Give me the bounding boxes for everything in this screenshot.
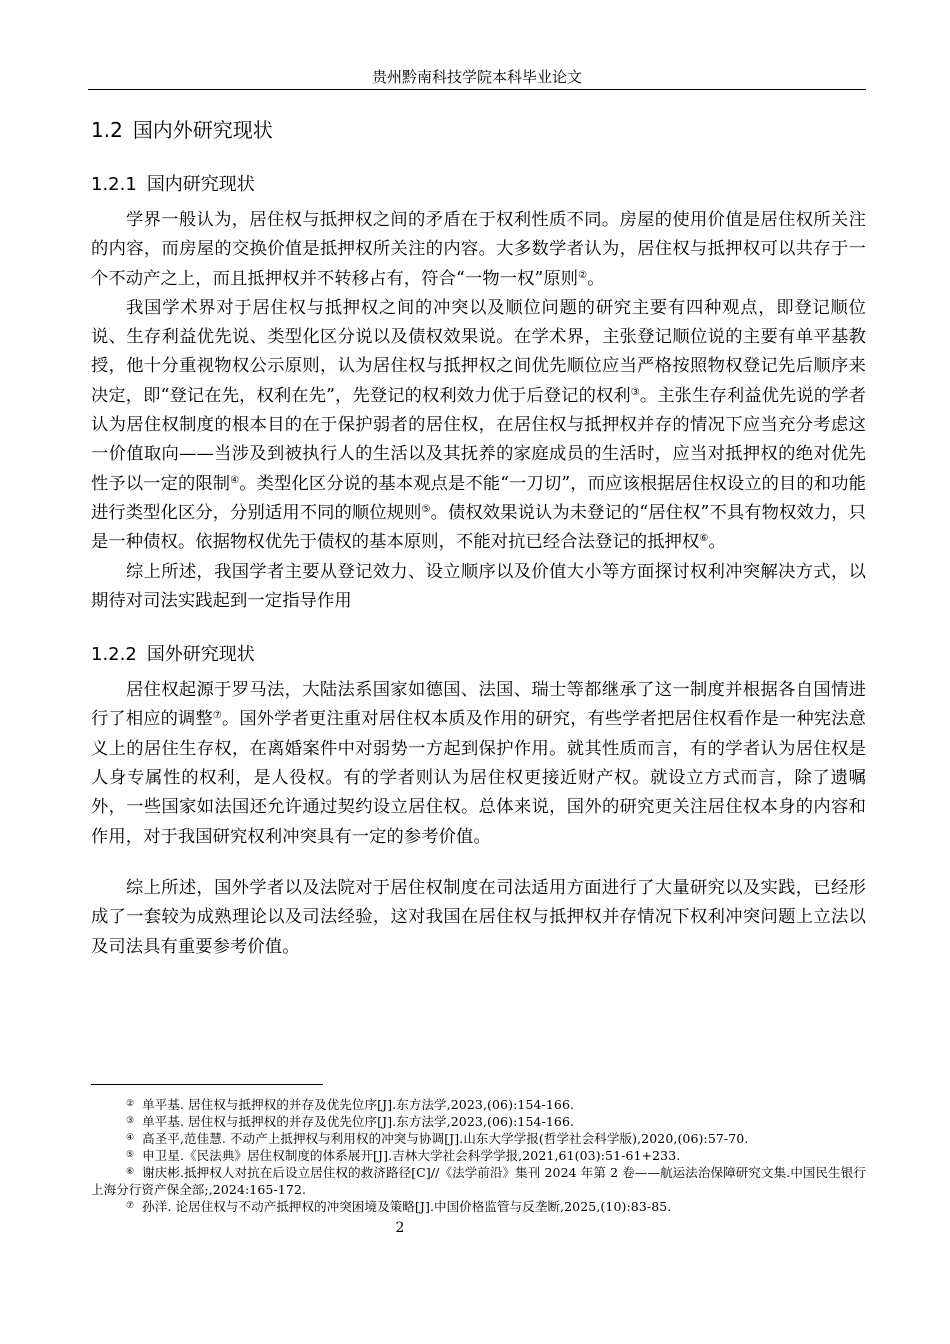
- paragraph-text: 我国学术界对于居住权与抵押权之间的冲突以及顺位问题的研究主要有四种观点，即登记顺位说、生存利益优先说、类型化区分说以及债权效果说。在学术界，主张登记顺位说的主要有单平基教授，他十分重视物权公示原则，认为居住权与抵押权之间优先顺位应当严格按照物权登记先后顺序来决定，即“登记在先，权利在先”，先登记的权利效力优于后登记的权利: [91, 297, 866, 406]
- paragraph-3: 综上所述，我国学者主要从登记效力、设立顺序以及价值大小等方面探讨权利冲突解决方式，以期待对司法实践起到一定指导作用: [91, 561, 866, 611]
- paragraph-text: 。类型化区分说的基本观点是不能“一刀切”，而应该根据居住权设立的目的和功能进行类型化区分，分别适用不同的顺位规则: [91, 473, 866, 523]
- paragraph-text: 。: [587, 268, 605, 289]
- footnote-mark: ⑥: [126, 1167, 135, 1177]
- paragraph-5: 综上所述，国外学者以及法院对于居住权制度在司法适用方面进行了大量研究以及实践，已经形成了一套较为成熟理论以及司法经验，这对我国在居住权与抵押权并存情况下权利冲突问题上立法以及司法具有重要参考价值。: [91, 877, 866, 957]
- section-heading-1-2: [91, 112, 866, 148]
- section-number: 1.2: [91, 118, 123, 142]
- footnote-mark: ③: [126, 1116, 135, 1126]
- section-title: 国内外研究现状: [132, 118, 273, 142]
- page-number: 2: [395, 1220, 405, 1236]
- main-content: [91, 112, 866, 962]
- footnote-ref[interactable]: ⑥: [699, 533, 709, 545]
- footnote-ref[interactable]: ⑤: [421, 503, 431, 515]
- paragraph-text: 。债权效果说认为未登记的“居住权”不具有物权效力，只是一种债权。依据物权优先于债权的基本原则，不能对抗已经合法登记的抵押权: [91, 502, 866, 553]
- footnote-mark: ②: [126, 1099, 135, 1109]
- footnote-ref[interactable]: ⑦: [212, 710, 222, 722]
- section-number: 1.2.2: [91, 644, 137, 666]
- footnote-ref[interactable]: ②: [578, 269, 588, 281]
- paragraph-text: 。国外学者更注重对居住权本质及作用的研究，有些学者把居住权看作是一种宪法意义上的居住生存权，在离婚案件中对弱势一方起到保护作用。就其性质而言，有的学者认为居住权是人身专属性的权利，是人役权。有的学者则认为居住权更接近财产权。就设立方式而言，除了遗嘱外，一些国家如法国还允许通过契约设立居住权。总体来说，国外的研究更关注居住权本身的内容和作用，对于我国研究权利冲突具有一定的参考价值。: [91, 709, 866, 847]
- section-number: 1.2.1: [91, 174, 137, 195]
- footnote-item: [91, 1096, 866, 1113]
- footnote-text: 申卫星.《民法典》居住权制度的体系展开[J].吉林大学社会科学学报,2021,61(03):51-61+233.: [142, 1148, 681, 1163]
- footnote-text: 孙洋. 论居住权与不动产抵押权的冲突困境及策略[J].中国价格监管与反垄断,2025,(10):83-85.: [142, 1199, 672, 1214]
- footnote-item: [91, 1164, 866, 1198]
- header-title: 贵州黔南科技学院本科毕业论文: [371, 68, 582, 86]
- footnotes: [91, 1096, 866, 1215]
- footnote-text: 单平基. 居住权与抵押权的并存及优先位序[J].东方法学,2023,(06):154-166.: [142, 1097, 575, 1112]
- footnote-item: [91, 1147, 866, 1164]
- footnote-text: 高圣平,范佳慧. 不动产上抵押权与利用权的冲突与协调[J].山东大学学报(哲学社会科学版),2020,(06):57-70.: [142, 1131, 749, 1146]
- section-heading-1-2-1: [91, 168, 866, 202]
- footnote-item: [91, 1113, 866, 1130]
- footnote-text: 谢庆彬.抵押权人对抗在后设立居住权的救济路径[C]//《法学前沿》集刊 2024 年第 2 卷——航运法治保障研究文集.中国民生银行上海分行资产保全部;,2024:165-172.: [91, 1165, 866, 1197]
- paragraph-text: 学界一般认为，居住权与抵押权之间的矛盾在于权利性质不同。房屋的使用价值是居住权所关注的内容，而房屋的交换价值是抵押权所关注的内容。大多数学者认为，居住权与抵押权可以共存于一个不动产之上，而且抵押权并不转移占有，符合“一物一权”原则: [91, 210, 866, 289]
- footnote-ref[interactable]: ③: [630, 386, 640, 398]
- section-heading-1-2-2: [91, 638, 866, 672]
- paragraph-text: 。主张生存利益优先说的学者认为居住权制度的根本目的在于保护弱者的居住权，在居住权与抵押权并存的情况下应当充分考虑这一价值取向——当涉及到被执行人的生活以及其抚养的家庭成员的生活时，应当对抵押权的绝对优先性予以一定的限制: [91, 385, 866, 494]
- section-title: 国内研究现状: [146, 174, 255, 195]
- section-title: 国外研究现状: [146, 644, 255, 666]
- paragraph-text: 居住权起源于罗马法，大陆法系国家如德国、法国、瑞士等都继承了这一制度并根据各自国情进行了相应的调整: [91, 680, 866, 730]
- footnote-text: 单平基. 居住权与抵押权的并存及优先位序[J].东方法学,2023,(06):154-166.: [142, 1114, 575, 1129]
- footnote-mark: ⑤: [126, 1150, 135, 1160]
- paragraph-text: 。: [708, 532, 726, 553]
- page-header: [88, 68, 866, 90]
- paragraph-1: [91, 206, 866, 294]
- paragraph-2: [91, 294, 866, 558]
- footnote-item: [91, 1130, 866, 1147]
- footnote-separator: [91, 1084, 323, 1085]
- footnote-mark: ④: [126, 1133, 135, 1143]
- footnote-mark: ⑦: [126, 1201, 135, 1211]
- paragraph-4: [91, 676, 866, 852]
- footnote-item: [91, 1198, 866, 1215]
- footnote-ref[interactable]: ④: [230, 474, 240, 486]
